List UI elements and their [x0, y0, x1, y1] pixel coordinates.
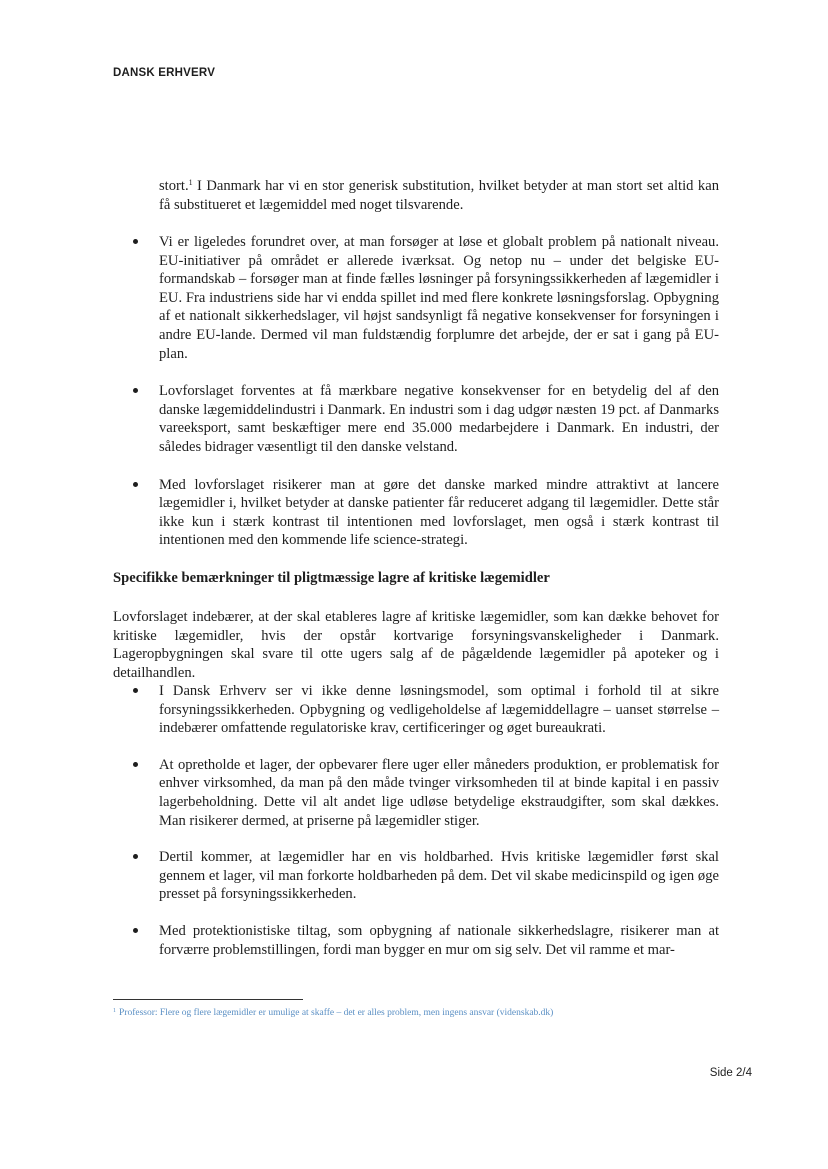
bullet-item	[113, 922, 719, 959]
bullet-item	[113, 848, 719, 904]
bullet-text: At opretholde et lager, der opbevarer flere uger eller måneders produktion, er problematisk for enhver virksomhed, da man på den måde tvinger virksomheden til at binde kapital i en passiv lagerbeholdning. Dette vil alt andet lige udløse betydelige ekstraudgifter, som skal dækkes. Man risikerer dermed, at priserne på lægemidler stiger.	[159, 756, 719, 829]
bullet-text: I Dansk Erhverv ser vi ikke denne løsningsmodel, som optimal i forhold til at sikre forsyningssikkerheden. Opbygning og vedligeholdelse af lægemiddellagre – uanset størrelse – indebærer omfattende regulatoriske krav, certificeringer og øget bureaukrati.	[159, 683, 719, 737]
bullet-item	[113, 682, 719, 738]
footnote-number: 1	[113, 1008, 116, 1014]
continuation-text-end: I Danmark har vi en stor generisk substitution, hvilket betyder at man stort set altid kan få substitueret et lægemiddel med noget tilsvarende.	[159, 178, 719, 213]
bullet-list-bottom	[113, 682, 719, 977]
section-intro-paragraph: Lovforslaget indebærer, at der skal etableres lagre af kritiske lægemidler, som kan dække behovet for kritiske lægemidler, hvis der opstår kortvarige forsyningsvanskeligheder i Danmark. Lageropbygningen skal svare til otte ugers salg af de pågældende lægemidler på apoteker og i detailhandlen.	[113, 609, 719, 681]
continuation-text-start: stort.	[159, 178, 189, 194]
bullet-item	[113, 756, 719, 830]
bullet-text: Med lovforslaget risikerer man at gøre det danske marked mindre attraktivt at lancere lægemidler i, hvilket betyder at danske patienter får reduceret adgang til lægemidler. Dette står ikke kun i stærk kontrast til intentionen med lovforslaget, men også i stærk kontrast til intentionen med den kommende life science-strategi.	[159, 476, 719, 549]
bullet-dot-icon	[133, 762, 138, 767]
bullet-dot-icon	[133, 482, 138, 487]
bullet-text: Vi er ligeledes forundret over, at man forsøger at løse et globalt problem på nationalt niveau. EU-initiativer på området er allerede iværksat. Og netop nu – under det belgiske EU-formandskab – forsøger man at finde fælles løsninger på forsyningssikkerheden af lægemidler i EU. Fra industriens side har vi endda spillet ind med flere konkrete løsningsforslag. Opbygning af et nationalt sikkerhedslager, vil højst sandsynligt få negative konsekvenser for forsyningen i andre EU-lande. Dermed vil man fuldstændig forplumre det arbejde, der er sat i gang på EU-plan.	[159, 234, 719, 362]
bullet-dot-icon	[133, 928, 138, 933]
footnote-divider	[113, 999, 303, 1000]
footnote-reference: 1	[188, 178, 193, 187]
page-number: Side 2/4	[709, 1067, 752, 1079]
footnote[interactable]	[113, 1008, 553, 1018]
section-heading: Specifikke bemærkninger til pligtmæssige lagre af kritiske lægemidler	[113, 570, 550, 586]
bullet-dot-icon	[133, 688, 138, 693]
bullet-text: Med protektionistiske tiltag, som opbygning af nationale sikkerhedslagre, risikerer man at forværre problemstillingen, fordi man bygger en mur om sig selv. Det vil ramme et mar-	[159, 922, 719, 958]
footnote-link-text[interactable]: Professor: Flere og flere lægemidler er umulige at skaffe – det er alles problem, men ingens ansvar (videnskab.dk)	[119, 1008, 554, 1018]
bullet-dot-icon	[133, 388, 138, 393]
continuation-paragraph	[159, 177, 719, 214]
bullet-item	[113, 233, 719, 363]
bullet-item	[113, 476, 719, 550]
bullet-text: Dertil kommer, at lægemidler har en vis holdbarhed. Hvis kritiske lægemidler først skal gennem et lager, vil man forkorte holdbarheden på dem. Det vil skabe medicinspild og igen øge presset på forsyningssikkerheden.	[159, 849, 719, 903]
bullet-dot-icon	[133, 854, 138, 859]
bullet-text: Lovforslaget forventes at få mærkbare negative konsekvenser for en betydelig del af den danske lægemiddelindustri i Danmark. En industri som i dag udgør næsten 19 pct. af Danmarks vareeksport, samt beskæftiger mere end 35.000 medarbejdere i Danmark. En industri, der således bidrager væsentligt til den danske velstand.	[159, 383, 719, 455]
bullet-list-top	[113, 233, 719, 569]
brand-header: DANSK ERHVERV	[113, 67, 216, 79]
bullet-dot-icon	[133, 239, 138, 244]
bullet-item	[113, 382, 719, 456]
